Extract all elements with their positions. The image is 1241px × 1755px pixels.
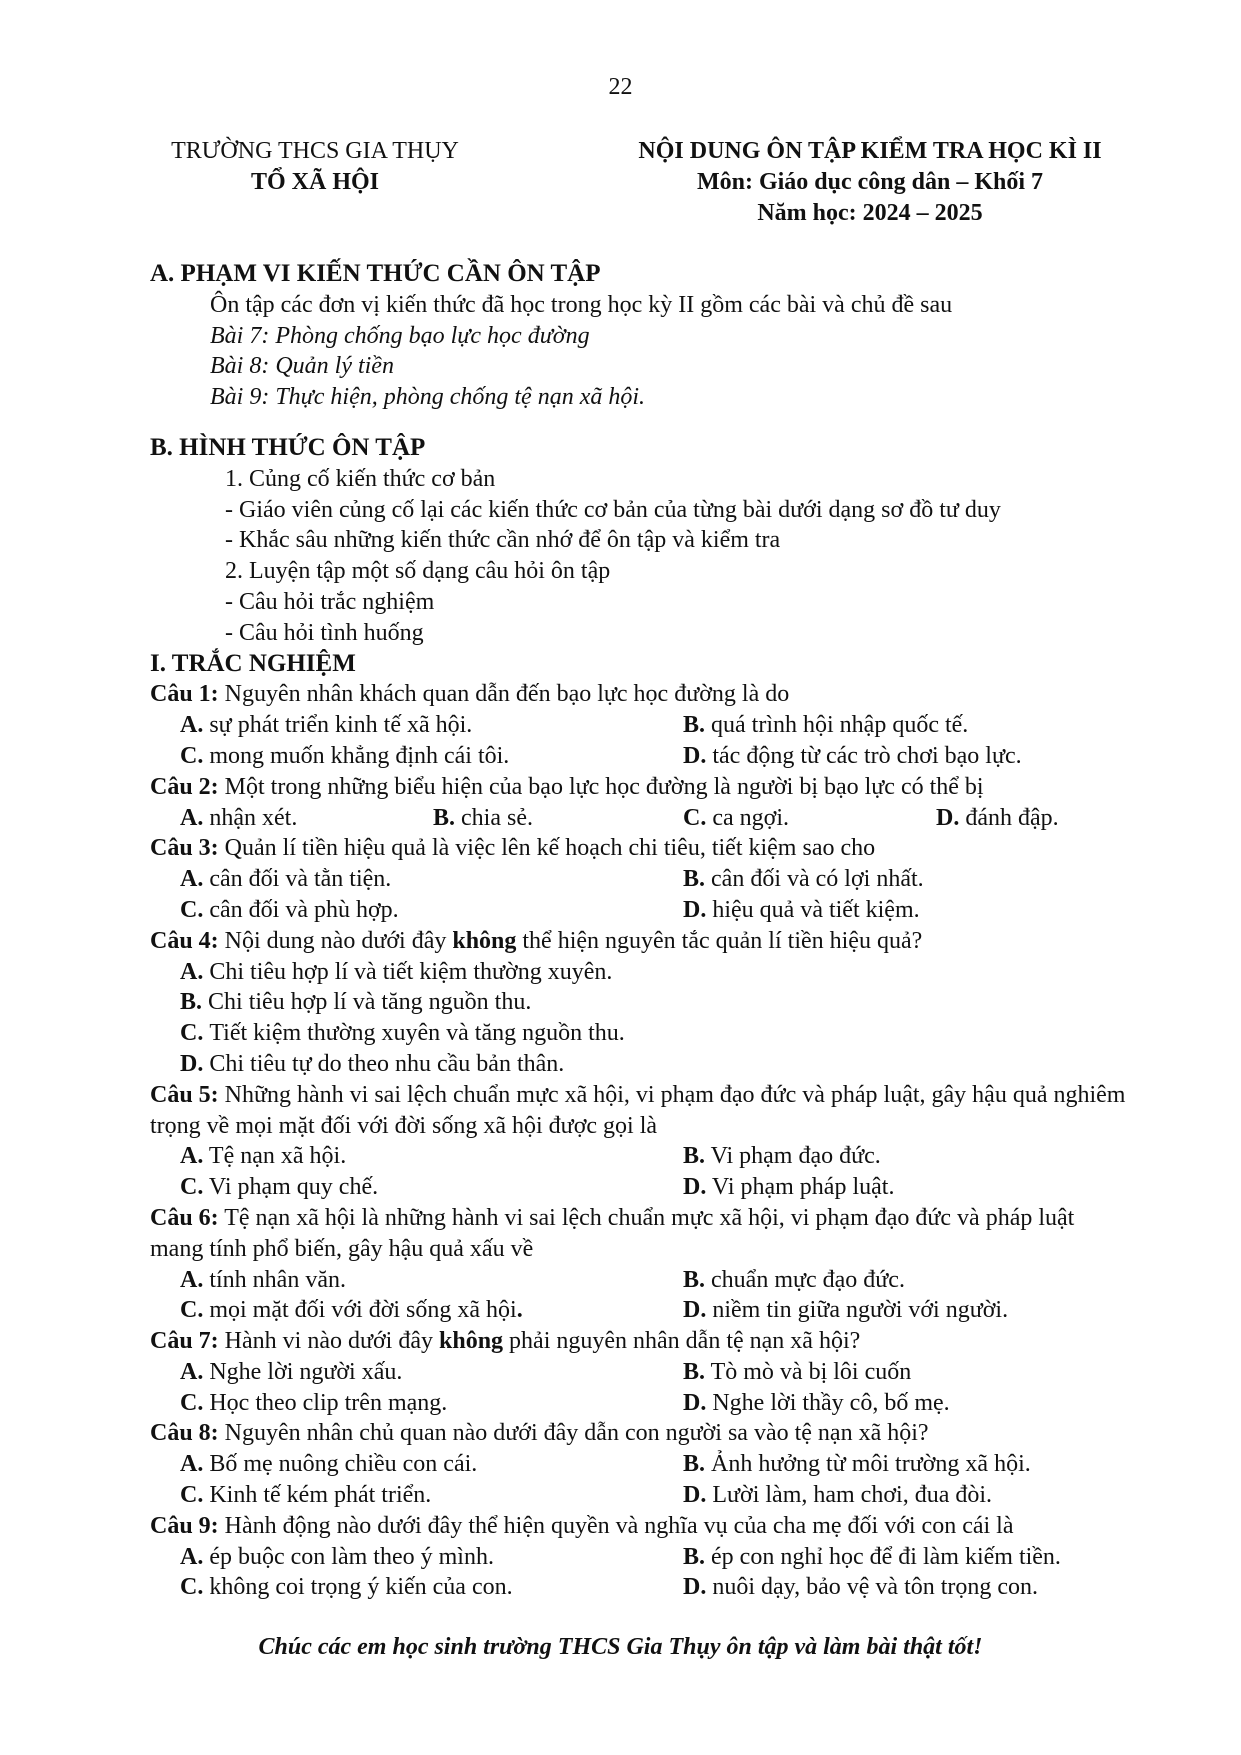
option-a: A. Tệ nạn xã hội. [180,1143,347,1170]
section-b-line: - Khắc sâu những kiến thức cần nhớ để ôn tập và kiểm tra [225,527,781,554]
section-b-heading: B. HÌNH THỨC ÔN TẬP [150,433,426,461]
closing-message: Chúc các em học sinh trường THCS Gia Thụy ôn tập và làm bài thật tốt! [258,1634,983,1660]
department-name: TỔ XÃ HỘI [250,169,379,195]
option-a: A. tính nhân văn. [180,1266,346,1293]
option-d: D. niềm tin giữa người với người. [683,1297,1009,1324]
option-a: A. Nghe lời người xấu. [180,1358,403,1385]
options-row [150,1572,1130,1603]
option-a: A. Bố mẹ nuông chiều con cái. [180,1451,478,1478]
option-d: D. hiệu quả và tiết kiệm. [683,896,920,923]
options-row [150,864,1130,895]
document-header [150,136,1150,236]
section-a-intro: Ôn tập các đơn vị kiến thức đã học trong học kỳ II gồm các bài và chủ đề sau [210,291,953,318]
option-d: D. tác động từ các trò chơi bạo lực. [683,742,1022,769]
section-b-line: 1. Củng cố kiến thức cơ bản [225,465,496,492]
section-i-heading: I. TRẮC NGHIỆM [150,649,356,677]
option-a: A. ép buộc con làm theo ý mình. [180,1543,494,1570]
header-right [590,136,1150,229]
option-b: B. cân đối và có lợi nhất. [683,866,924,893]
options-row [150,1141,1130,1172]
option-d: D. nuôi dạy, bảo vệ và tôn trọng con. [683,1574,1039,1601]
option-b: B. Chi tiêu hợp lí và tăng nguồn thu. [180,989,532,1016]
option-c: C. Học theo clip trên mạng. [180,1389,448,1416]
option-a: A. Chi tiêu hợp lí và tiết kiệm thường xuyên. [180,958,613,985]
option-d: D. đánh đập. [936,804,1059,831]
options-row [150,895,1130,926]
subject-line: Môn: Giáo dục công dân – Khối 7 [696,169,1044,195]
option-b: B. chia sẻ. [433,804,533,831]
option-b: B. Vi phạm đạo đức. [683,1143,881,1170]
options-row [150,1172,1130,1203]
school-name: TRƯỜNG THCS GIA THỤY [171,138,459,164]
options-row [150,1480,1130,1511]
question-5: Câu 5: Những hành vi sai lệch chuẩn mực xã hội, vi phạm đạo đức và pháp luật, gây hậu quả nghiêm trọng về mọi mặt đối với đời sống xã hội được gọi là [150,1081,1126,1139]
option-a: A. cân đối và tằn tiện. [180,866,392,893]
options-row [150,803,1130,834]
option-d: D. Vi phạm pháp luật. [683,1174,895,1201]
document-title: NỘI DUNG ÔN TẬP KIỂM TRA HỌC KÌ II [638,138,1102,164]
question-6: Câu 6: Tệ nạn xã hội là những hành vi sai lệch chuẩn mực xã hội, vi phạm đạo đức và pháp luật mang tính phổ biến, gây hậu quả xấu về [150,1204,1075,1262]
option-c: C. cân đối và phù hợp. [180,896,399,923]
option-d: D. Nghe lời thầy cô, bố mẹ. [683,1389,950,1416]
section-b-line: 2. Luyện tập một số dạng câu hỏi ôn tập [225,558,611,585]
section-b-line: - Câu hỏi tình huống [225,619,424,646]
lesson-item: Bài 8: Quản lý tiền [210,353,394,380]
options-row [150,741,1130,772]
option-b: B. ép con nghỉ học để đi làm kiếm tiền. [683,1543,1061,1570]
section-b-line: - Giáo viên củng cố lại các kiến thức cơ bản của từng bài dưới dạng sơ đồ tư duy [225,496,1001,523]
options-row [150,1357,1130,1388]
question-9: Câu 9: Hành động nào dưới đây thể hiện quyền và nghĩa vụ của cha mẹ đối với con cái là [150,1512,1014,1539]
option-c: C. mong muốn khẳng định cái tôi. [180,742,510,769]
option-d: D. Chi tiêu tự do theo nhu cầu bản thân. [180,1050,565,1077]
question-3: Câu 3: Quản lí tiền hiệu quả là việc lên kế hoạch chi tiêu, tiết kiệm sao cho [150,835,876,862]
header-left [150,136,480,198]
question-2: Câu 2: Một trong những biểu hiện của bạo lực học đường là người bị bạo lực có thể bị [150,773,984,800]
option-a: A. nhận xét. [180,804,298,831]
question-8: Câu 8: Nguyên nhân chủ quan nào dưới đây dẫn con người sa vào tệ nạn xã hội? [150,1420,929,1447]
options-row [150,1295,1130,1326]
options-row [150,1265,1130,1296]
option-b: B. quá trình hội nhập quốc tế. [683,712,969,739]
option-c: C. Tiết kiệm thường xuyên và tăng nguồn thu. [180,1020,625,1047]
option-b: B. Ảnh hưởng từ môi trường xã hội. [683,1451,1031,1478]
option-c: C. không coi trọng ý kiến của con. [180,1574,513,1601]
option-b: B. chuẩn mực đạo đức. [683,1266,905,1293]
question-7: Câu 7: Hành vi nào dưới đây không phải nguyên nhân dẫn tệ nạn xã hội? [150,1328,861,1355]
question-4: Câu 4: Nội dung nào dưới đây không thể hiện nguyên tắc quản lí tiền hiệu quả? [150,927,923,954]
option-c: C. ca ngợi. [683,804,790,831]
options-row [150,710,1130,741]
section-b-line: - Câu hỏi trắc nghiệm [225,588,435,615]
lesson-item: Bài 9: Thực hiện, phòng chống tệ nạn xã hội. [210,384,646,411]
section-a-heading: A. PHẠM VI KIẾN THỨC CẦN ÔN TẬP [150,260,601,287]
question-1: Câu 1: Nguyên nhân khách quan dẫn đến bạo lực học đường là do [150,681,790,708]
options-row [150,1449,1130,1480]
option-a: A. sự phát triển kinh tế xã hội. [180,712,473,739]
option-c: C. Vi phạm quy chế. [180,1174,379,1201]
option-b: B. Tò mò và bị lôi cuốn [683,1358,912,1385]
page-number: 22 [608,74,633,100]
option-c: C. mọi mặt đối với đời sống xã hội. [180,1297,523,1324]
options-row [150,1388,1130,1419]
options-row [150,1542,1130,1573]
document-body [150,259,1130,1603]
lesson-item: Bài 7: Phòng chống bạo lực học đường [210,322,590,349]
school-year: Năm học: 2024 – 2025 [757,200,983,226]
option-d: D. Lười làm, ham chơi, đua đòi. [683,1482,993,1509]
option-c: C. Kinh tế kém phát triển. [180,1482,432,1509]
